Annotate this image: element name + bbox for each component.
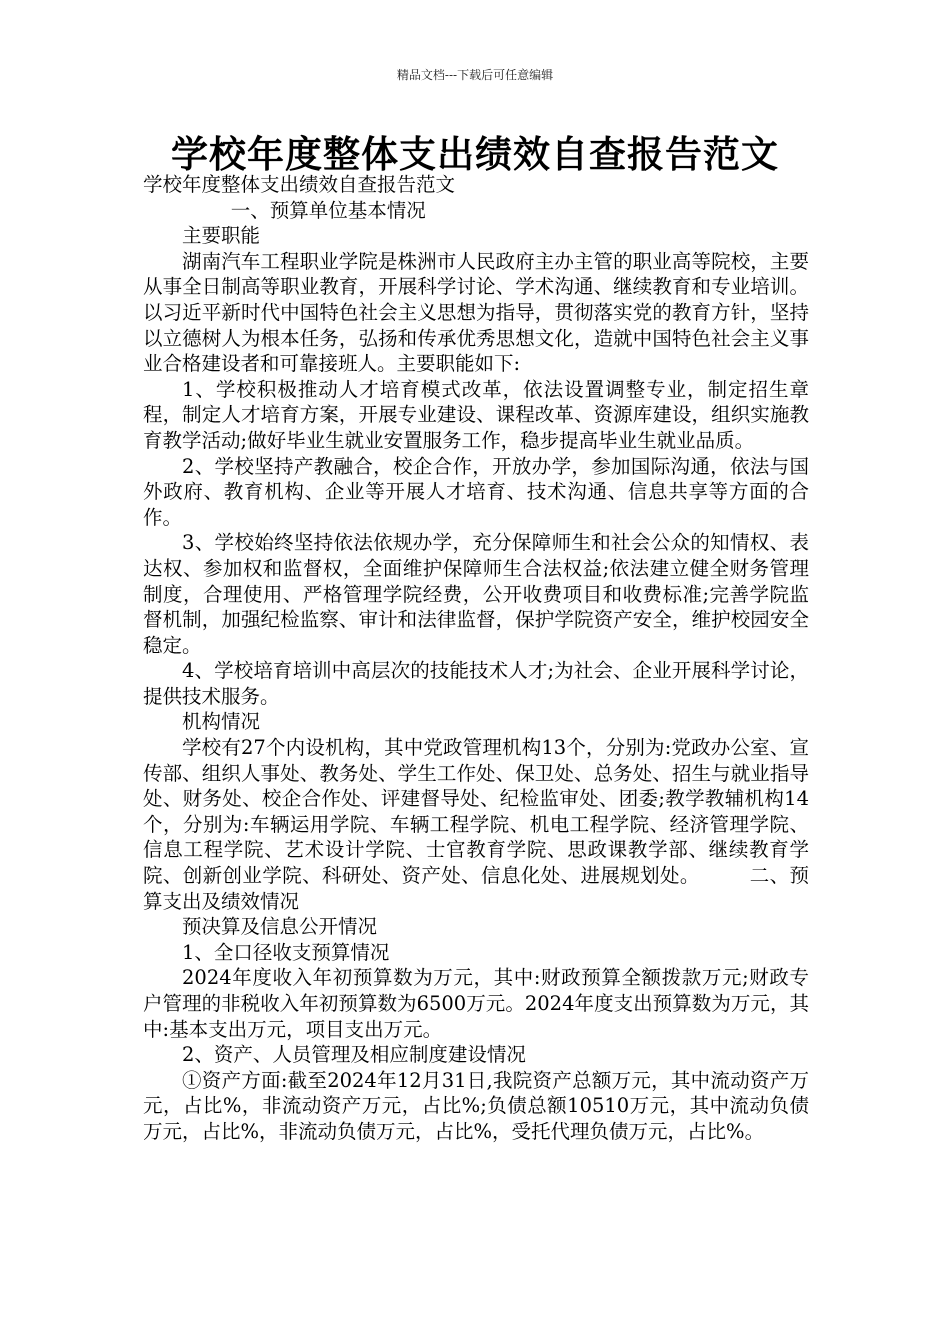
subheading-main-duties: 主要职能	[182, 224, 261, 248]
assets-paragraph: ①资产方面:截至2024年12月31日,我院资产总额万元，其中流动资产万元，占比%，非流动资产万元，占比%;负债总额10510万元，其中流动负债万元，占比%，非流动负债万元，占比%，受托代理负债万元，占比%。	[143, 1068, 809, 1143]
document-title: 学校年度整体支出绩效自查报告范文	[171, 133, 779, 176]
section-heading: 一、预算单位基本情况	[230, 198, 426, 222]
document-body	[143, 172, 809, 1145]
duty-item-2: 2、学校坚持产教融合，校企合作，开放办学，参加国际沟通，依法与国外政府、教育机构、企业等开展人才培育、技术沟通、信息共享等方面的合作。	[143, 454, 809, 529]
subheading-organization: 机构情况	[182, 710, 261, 734]
organization-paragraph: 学校有27个内设机构，其中党政管理机构13个，分别为:党政办公室、宣传部、组织人事处、教务处、学生工作处、保卫处、总务处、招生与就业指导处、财务处、校企合作处、评建督导处、纪检监审处、团委;教学教辅机构14个，分别为:车辆运用学院、车辆工程学院、机电工程学院、经济管理学院、信息工程学院、艺术设计学院、士官教育学院、思政课教学部、继续教育学院、创新创业学院、科研处、资产处、信息化处、进展规划处。 二、预算支出及绩效情况	[143, 736, 809, 913]
duty-item-1: 1、学校积极推动人才培育模式改革，依法设置调整专业，制定招生章程，制定人才培育方案，开展专业建设、课程改革、资源库建设，组织实施教育教学活动;做好毕业生就业安置服务工作，稳步提高毕业生就业品质。	[143, 377, 809, 452]
page-header: 精品文档---下载后可任意编辑	[396, 68, 554, 82]
duty-item-3: 3、学校始终坚持依法依规办学，充分保障师生和社会公众的知情权、表达权、参加权和监督权，全面维护保障师生合法权益;依法建立健全财务管理制度，合理使用、严格管理学院经费，公开收费项目和收费标准;完善学院监督机制，加强纪检监察、审计和法律监督，保护学院资产安全，维护校园安全稳定。	[143, 531, 809, 657]
subtitle-paragraph: 学校年度整体支出绩效自查报告范文	[143, 173, 456, 196]
body-paragraph: 湖南汽车工程职业学院是株洲市人民政府主办主管的职业高等院校，主要从事全日制高等职业教育，开展科学讨论、学术沟通、继续教育和专业培训。以习近平新时代中国特色社会主义思想为指导，贯彻落实党的教育方针，坚持以立德树人为根本任务，弘扬和传承优秀思想文化，造就中国特色社会主义事业合格建设者和可靠接班人。主要职能如下:	[143, 249, 809, 376]
budget-paragraph: 2024年度收入年初预算数为万元，其中:财政预算全额拨款万元;财政专户管理的非税收入年初预算数为6500万元。2024年度支出预算数为万元，其中:基本支出万元，项目支出万元。	[143, 966, 809, 1041]
subheading-assets-personnel: 2、资产、人员管理及相应制度建设情况	[182, 1043, 526, 1067]
duty-item-4: 4、学校培育培训中高层次的技能技术人才;为社会、企业开展科学讨论，提供技术服务。	[143, 659, 809, 708]
subheading-budget-disclosure: 预决算及信息公开情况	[182, 915, 378, 939]
subheading-budget-overview: 1、全口径收支预算情况	[182, 940, 390, 964]
